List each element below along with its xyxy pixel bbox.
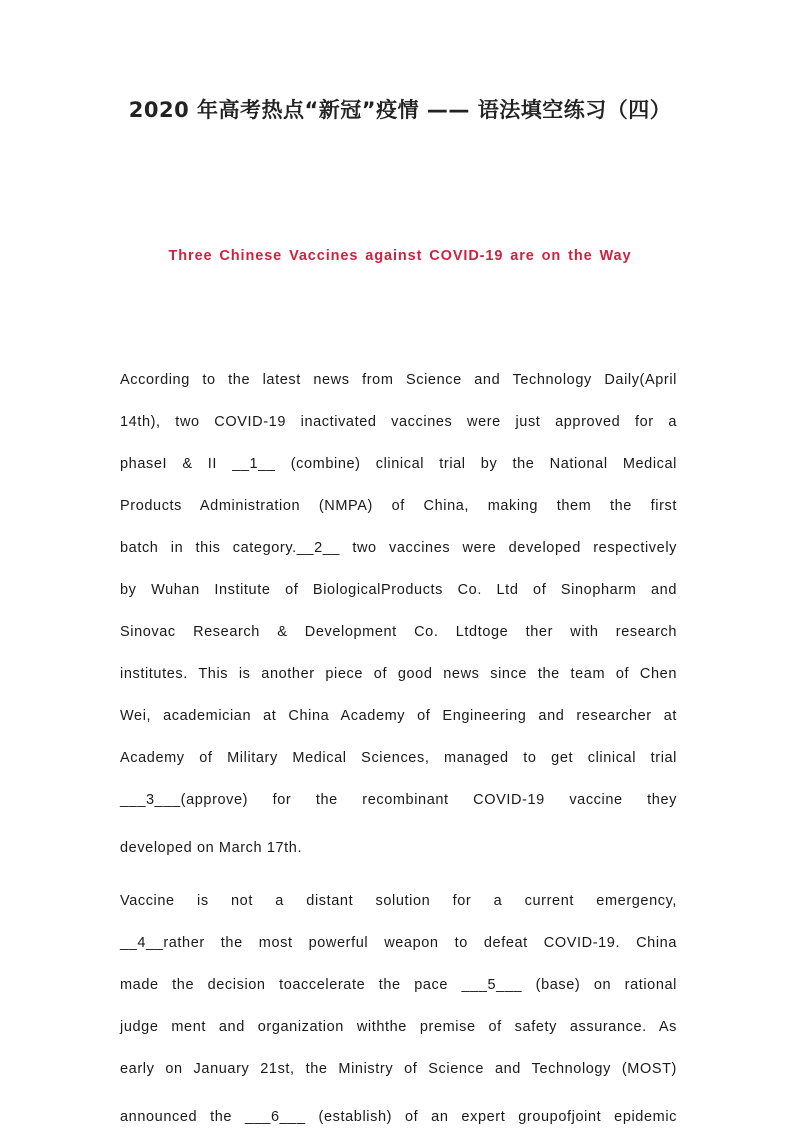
body-line: Vaccine is not a distant solution for a current emergency, xyxy=(120,893,677,909)
body-line: by Wuhan Institute of BiologicalProducts Co. Ltd of Sinopharm and xyxy=(120,582,677,598)
body-line: developed on March 17th. xyxy=(120,840,303,856)
body-line: batch in this category.__2__ two vaccines were developed respectively xyxy=(120,540,677,556)
body-line: Academy of Military Medical Sciences, managed to get clinical trial xyxy=(120,750,677,766)
body-line: Products Administration (NMPA) of China, making them the first xyxy=(120,498,677,514)
article-title: Three Chinese Vaccines against COVID-19 are on the Way xyxy=(168,248,632,264)
body-line: ___3___(approve) for the recombinant COVID-19 vaccine they xyxy=(120,792,677,808)
body-line: made the decision toaccelerate the pace ___5___ (base) on rational xyxy=(120,977,677,993)
body-line: institutes. This is another piece of good news since the team of Chen xyxy=(120,666,677,682)
body-line: phaseI & II __1__ (combine) clinical trial by the National Medical xyxy=(120,456,677,472)
body-line: announced the ___6___ (establish) of an expert groupofjoint epidemic xyxy=(120,1109,677,1125)
body-line: 14th), two COVID-19 inactivated vaccines were just approved for a xyxy=(120,414,677,430)
body-line: Wei, academician at China Academy of Engineering and researcher at xyxy=(120,708,677,724)
body-line: judge ment and organization withthe premise of safety assurance. As xyxy=(120,1019,677,1035)
document-title: 2020 年高考热点“新冠”疫情 —— 语法填空练习（四） xyxy=(128,98,672,122)
body-line: early on January 21st, the Ministry of Science and Technology (MOST) xyxy=(120,1061,677,1077)
body-line: According to the latest news from Science and Technology Daily(April xyxy=(120,372,677,388)
body-line: __4__rather the most powerful weapon to defeat COVID-19. China xyxy=(120,935,677,951)
body-line: Sinovac Research & Development Co. Ltdtoge ther with research xyxy=(120,624,677,640)
